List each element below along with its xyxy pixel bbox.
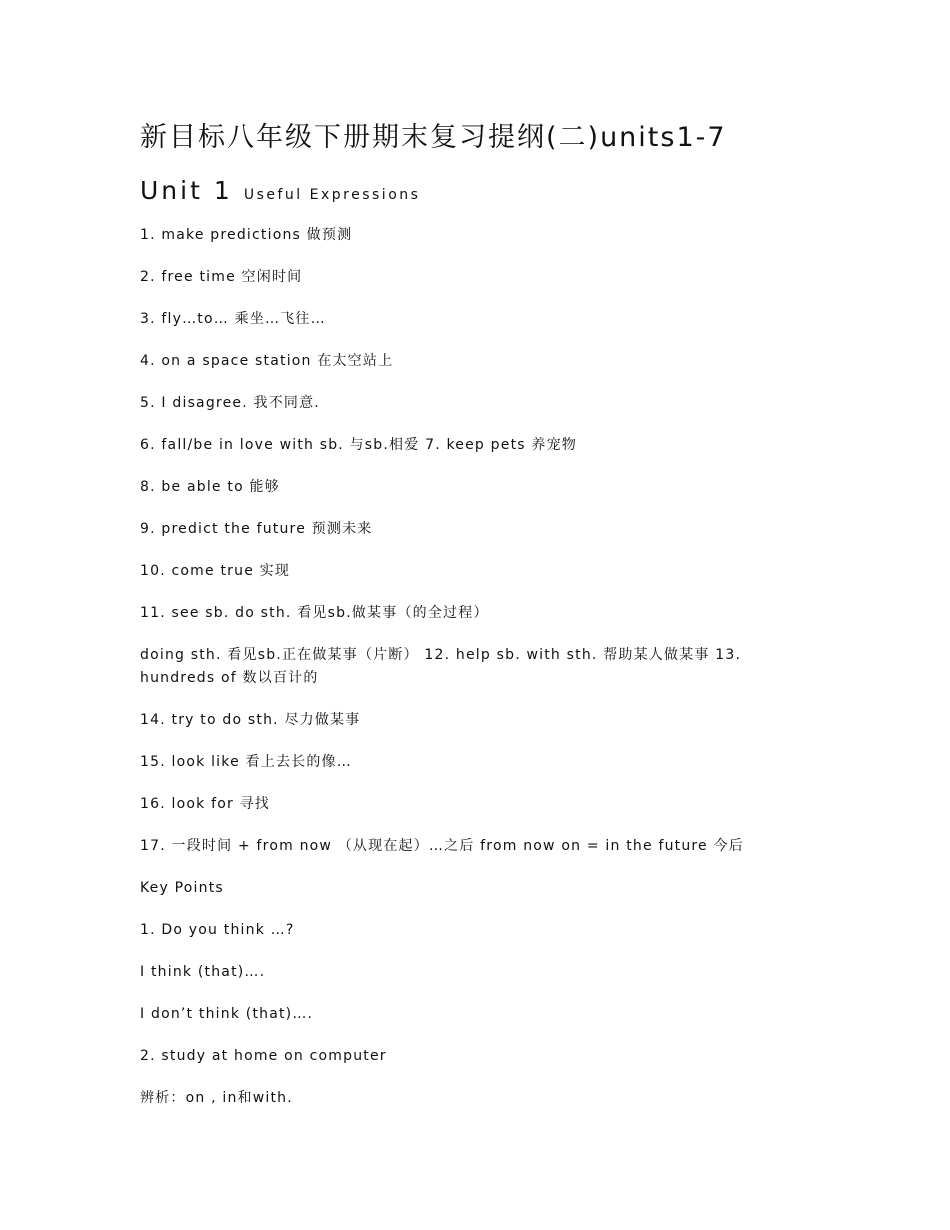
key-points-list xyxy=(140,919,780,1110)
expression-item: 10. come true 实现 xyxy=(140,563,291,579)
expression-item: doing sth. 看见sb.正在做某事（片断） 12. help sb. with sth. 帮助某人做某事 13. hundreds of 数以百计的 xyxy=(140,647,747,686)
key-point-item: 辨析：on , in和with. xyxy=(140,1090,293,1106)
key-point-item: 1. Do you think …? xyxy=(140,922,295,938)
expression-item: 15. look like 看上去长的像… xyxy=(140,754,352,770)
key-point-item: I don’t think (that)…. xyxy=(140,1006,314,1022)
expression-item: 2. free time 空闲时间 xyxy=(140,269,303,285)
unit-name: Unit 1 xyxy=(140,176,233,205)
expression-item: 4. on a space station 在太空站上 xyxy=(140,353,394,369)
expression-item: 3. fly…to… 乘坐…飞往… xyxy=(140,311,326,327)
expression-list xyxy=(140,224,780,858)
key-points-heading: Key Points xyxy=(140,880,224,896)
expression-item: 6. fall/be in love with sb. 与sb.相爱 7. keep pets 养宠物 xyxy=(140,437,578,453)
unit-subtitle: Useful Expressions xyxy=(243,187,421,203)
expression-item: 11. see sb. do sth. 看见sb.做某事（的全过程） xyxy=(140,605,489,621)
key-point-item: I think (that)…. xyxy=(140,964,266,980)
expression-item: 14. try to do sth. 尽力做某事 xyxy=(140,712,361,728)
document-page xyxy=(140,118,780,1129)
expression-item: 17. 一段时间 + from now （从现在起）…之后 from now on = in the future 今后 xyxy=(140,838,744,854)
expression-item: 1. make predictions 做预测 xyxy=(140,227,353,243)
expression-item: 8. be able to 能够 xyxy=(140,479,280,495)
unit-heading xyxy=(140,174,780,212)
expression-item: 16. look for 寻找 xyxy=(140,796,270,812)
expression-item: 9. predict the future 预测未来 xyxy=(140,521,373,537)
expression-item: 5. I disagree. 我不同意. xyxy=(140,395,320,411)
document-title: 新目标八年级下册期末复习提纲(二)units1-7 xyxy=(140,122,727,153)
key-point-item: 2. study at home on computer xyxy=(140,1048,387,1064)
